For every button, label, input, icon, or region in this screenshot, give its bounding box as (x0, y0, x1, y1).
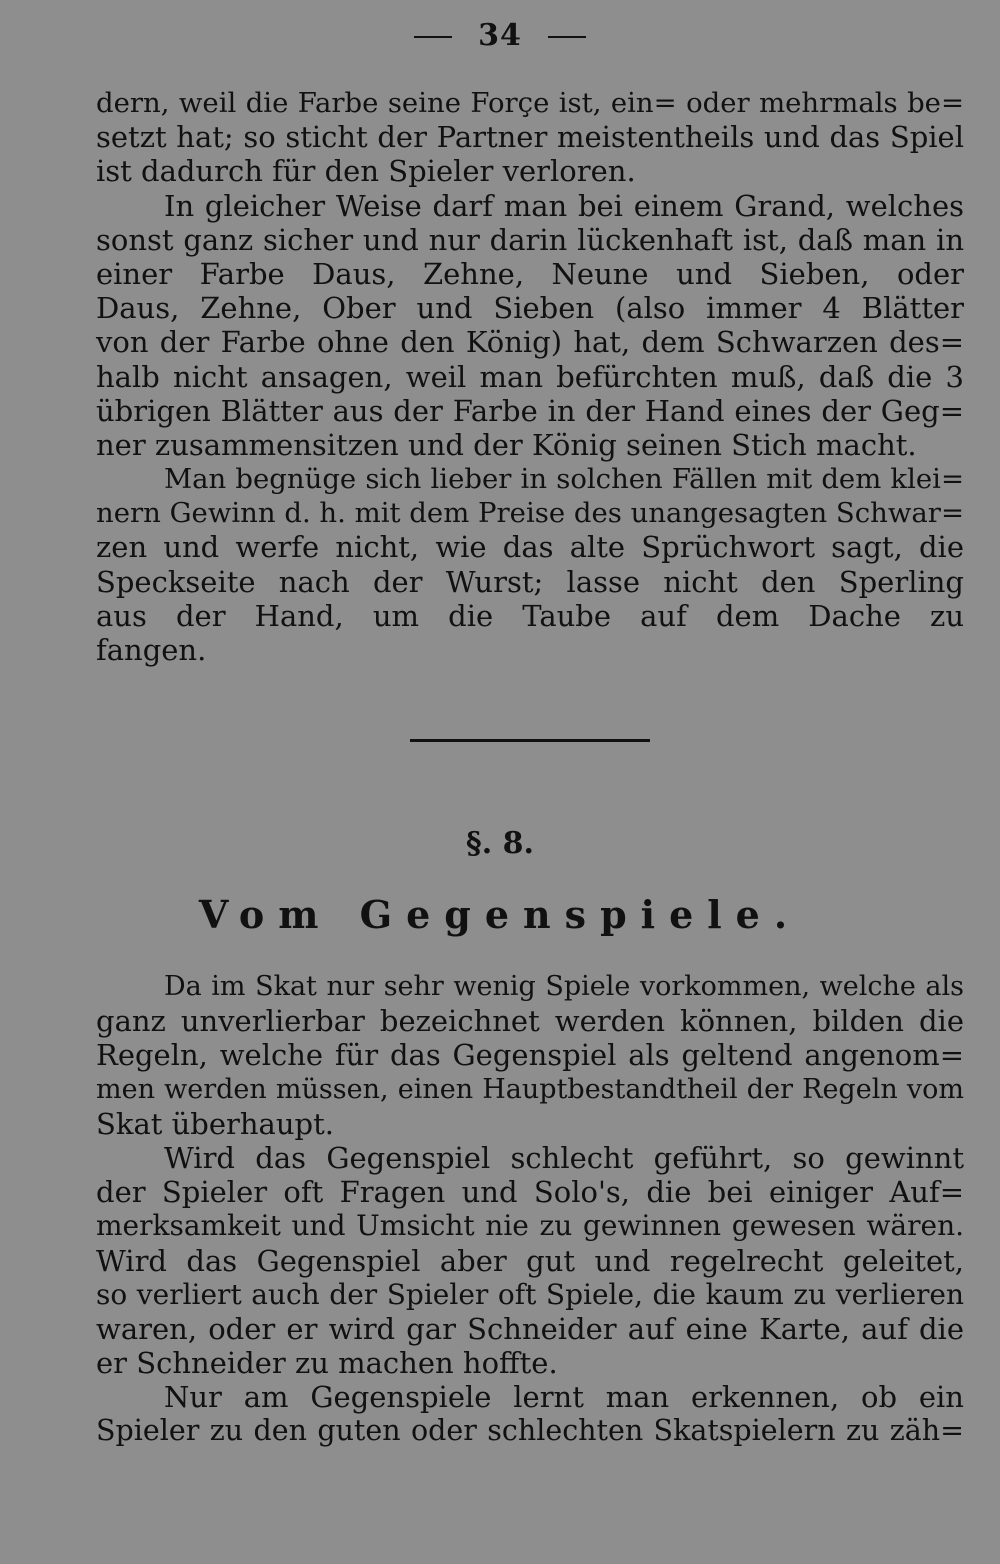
text-line: von der Farbe ohne den König) hat, dem Schwarzen des= (96, 325, 964, 360)
section-title: Vom Gegenspiele. (198, 892, 802, 937)
text-line: Da im Skat nur sehr wenig Spiele vorkommen, welche als (164, 971, 964, 1002)
text-line: sonst ganz sicher und nur darin lückenhaft ist, daß man in (96, 222, 964, 257)
paragraph-block-2 (96, 970, 964, 1449)
text-line: halb nicht ansagen, weil man befürchten muß, daß die 3 (96, 359, 964, 394)
header-dash-right (548, 36, 586, 38)
page-number: 34 (478, 18, 522, 53)
text-line: nern Gewinn d. h. mit dem Preise des unangesagten Schwar= (96, 497, 964, 530)
text-line: Wird das Gegenspiel aber gut und regelrecht geleitet, (96, 1243, 964, 1278)
text-line: Speckseite nach der Wurst; lasse nicht den Sperling (96, 564, 964, 599)
section-divider (410, 739, 650, 742)
page-header (0, 18, 1000, 53)
text-line: waren, oder er wird gar Schneider auf eine Karte, auf die (96, 1311, 964, 1346)
text-line: Spieler zu den guten oder schlechten Skatspielern zu zäh= (96, 1414, 964, 1448)
text-line: so verliert auch der Spieler oft Spiele, die kaum zu verlieren (96, 1277, 964, 1311)
text-line: der Spieler oft Fragen und Solo's, die bei einiger Auf= (96, 1175, 964, 1210)
text-line: übrigen Blätter aus der Farbe in der Hand eines der Geg= (96, 393, 964, 428)
text-line: Wird das Gegenspiel schlecht geführt, so gewinnt (164, 1140, 964, 1175)
text-line: Nur am Gegenspiele lernt man erkennen, ob ein (164, 1380, 964, 1415)
section-number: §. 8. (466, 826, 534, 861)
text-line: fangen. (96, 633, 207, 667)
text-line: dern, weil die Farbe seine Forçe ist, ein= oder mehrmals be= (96, 87, 964, 119)
paragraph-block-1 (96, 86, 964, 667)
text-line: zen und werfe nicht, wie das alte Sprüchwort sagt, die (96, 530, 964, 565)
text-line: ist dadurch für den Spieler verloren. (96, 154, 636, 189)
text-line: Regeln, welche für das Gegenspiel als geltend angenom= (96, 1038, 964, 1073)
text-line: men werden müssen, einen Hauptbestandtheil der Regeln vom (96, 1073, 964, 1105)
text-line: aus der Hand, um die Taube auf dem Dache zu (96, 598, 964, 633)
header-dash-left (414, 36, 452, 38)
text-line: ner zusammensitzen und der König seinen Stich macht. (96, 427, 917, 462)
text-line: einer Farbe Daus, Zehne, Neune und Sieben, oder (96, 256, 964, 291)
text-line: Daus, Zehne, Ober und Sieben (also immer 4 Blätter (96, 291, 964, 326)
text-line: merksamkeit und Umsicht nie zu gewinnen gewesen wären. (96, 1209, 964, 1243)
text-line: ganz unverlierbar bezeichnet werden können, bilden die (96, 1004, 964, 1039)
text-line: Skat überhaupt. (96, 1106, 334, 1141)
text-line: Man begnüge sich lieber in solchen Fällen mit dem klei= (164, 463, 964, 496)
text-line: In gleicher Weise darf man bei einem Grand, welches (164, 188, 964, 223)
text-line: setzt hat; so sticht der Partner meistentheils und das Spiel (96, 120, 964, 155)
text-line: er Schneider zu machen hoffte. (96, 1346, 558, 1381)
